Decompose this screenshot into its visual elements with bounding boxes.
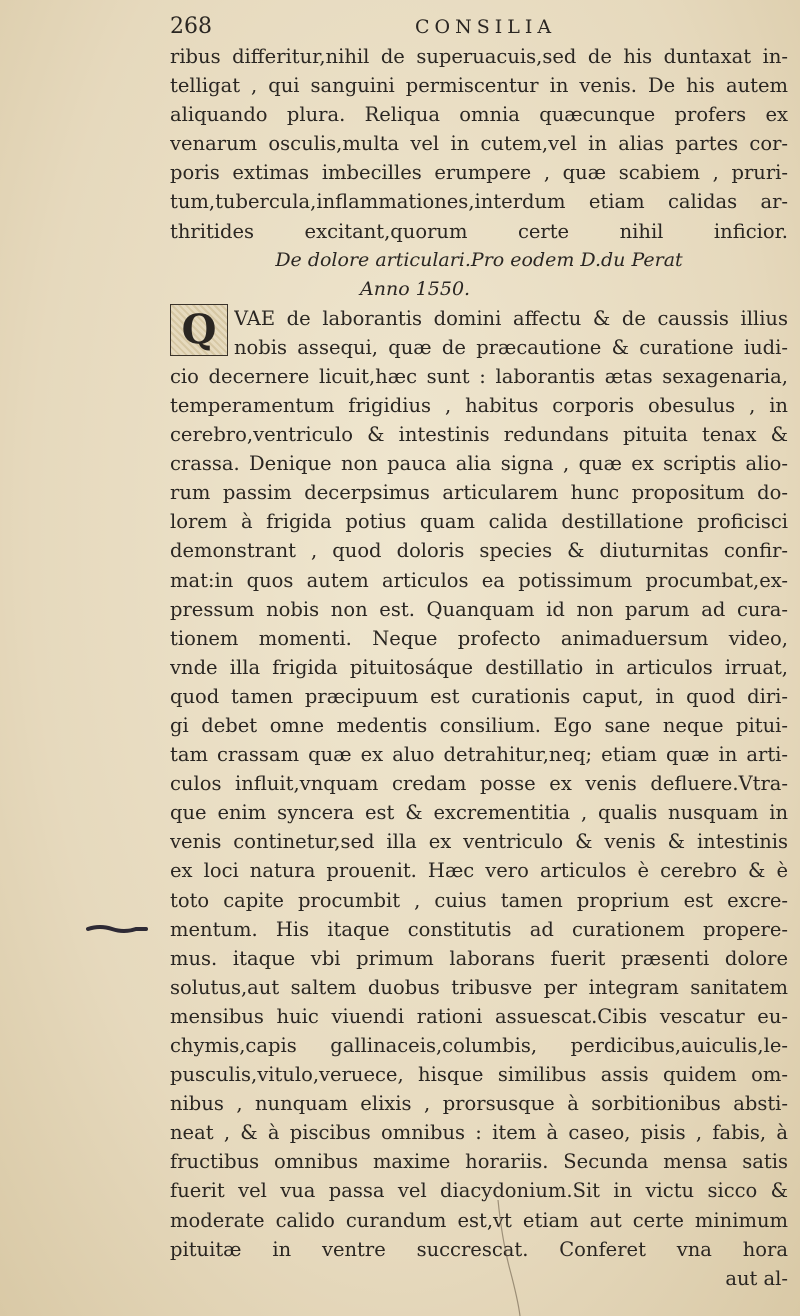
text-line: pressum nobis non est. Quanquam id non parum ad cura- <box>170 597 788 621</box>
text-line: nobis assequi, quæ de præcautione & curatione iudi- <box>234 335 788 359</box>
text-line: tionem momenti. Neque profecto animaduersum video, <box>170 626 788 650</box>
text-line: VAE de laborantis domini affectu & de caussis illius <box>234 306 788 330</box>
drop-cap-initial: Q <box>170 304 228 356</box>
main-text <box>170 42 788 1293</box>
text-line: solutus,aut saltem duobus tribusve per integram sanitatem <box>170 975 788 999</box>
text-line: tum,tubercula,inflammationes,interdum etiam calidas ar- <box>170 190 788 214</box>
text-line: ex loci natura prouenit. Hæc vero articulos è cerebro & è <box>170 859 788 883</box>
catchword: aut al- <box>725 1266 788 1290</box>
text-line: tam crassam quæ ex aluo detrahitur,neq; etiam quæ in arti- <box>170 743 788 767</box>
text-line: moderate calido curandum est,vt etiam aut certe minimum <box>170 1208 788 1232</box>
text-line: mentum. His itaque constitutis ad curationem propere- <box>170 917 788 941</box>
text-line: venarum osculis,multa vel in cutem,vel in alias partes cor- <box>170 132 788 156</box>
text-line: crassa. Denique non pauca alia signa , quæ ex scriptis alio- <box>170 452 788 476</box>
opening-lines <box>170 304 788 362</box>
text-line: culos influit,vnquam credam posse ex venis defluere.Vtra- <box>170 772 788 796</box>
text-line: demonstrant , quod doloris species & diuturnitas confir- <box>170 539 788 563</box>
page-fold-crease <box>480 1200 540 1316</box>
text-line: lorem à frigida potius quam calida destillatione proficisci <box>170 510 788 534</box>
text-line: mat:in quos autem articulos ea potissimum procumbat,ex- <box>170 568 788 592</box>
text-line: que enim syncera est & excrementitia , qualis nusquam in <box>170 801 788 825</box>
text-line: neat , & à piscibus omnibus : item à caseo, pisis , fabis, à <box>170 1121 788 1145</box>
text-line: fuerit vel vua passa vel diacydonium.Sit in victu sicco & <box>170 1179 788 1203</box>
text-line: pituitæ in ventre succrescat. Conferet vna hora <box>170 1237 788 1261</box>
text-line: cerebro,ventriculo & intestinis redundans pituita tenax & <box>170 423 788 447</box>
text-line: mensibus huic viuendi rationi assuescat.Cibis vescatur eu- <box>170 1004 788 1028</box>
paragraph-consilium-body <box>170 362 788 1264</box>
text-line: toto capite procumbit , cuius tamen proprium est excre- <box>170 888 788 912</box>
text-line: aliquando plura. Reliqua omnia quæcunque profers ex <box>170 103 788 127</box>
text-line: chymis,capis gallinaceis,columbis, perdicibus,auiculis,le- <box>170 1034 788 1057</box>
section-year: Anno 1550. <box>360 277 471 300</box>
text-line: ribus differitur,nihil de superuacuis,sed de his duntaxat in- <box>170 45 788 68</box>
text-line: poris extimas imbecilles erumpere , quæ scabiem , pruri- <box>170 161 788 185</box>
text-line: thritides excitant,quorum certe nihil inficior. <box>170 219 788 243</box>
marginal-pointer-mark <box>86 922 148 936</box>
text-line: fructibus omnibus maxime horariis. Secunda mensa satis <box>170 1150 788 1174</box>
text-line: nibus , nunquam elixis , prorsusque à sorbitionibus absti- <box>170 1092 788 1116</box>
text-line: venis continetur,sed illa ex ventriculo & venis & intestinis <box>170 830 788 854</box>
page-number: 268 <box>170 14 212 39</box>
drop-cap-text <box>234 304 788 362</box>
section-heading: De dolore articulari.Pro eodem D.du Perat <box>275 248 683 271</box>
text-line: pusculis,vitulo,veruece, hisque similibus assis quidem om- <box>170 1063 788 1087</box>
text-line: telligat , qui sanguini permiscentur in venis. De his autem <box>170 74 788 98</box>
text-line: mus. itaque vbi primum laborans fuerit præsenti dolore <box>170 946 788 970</box>
page-header <box>160 14 800 44</box>
text-line: cio decernere licuit,hæc sunt : laborantis ætas sexagenaria, <box>170 364 788 388</box>
paragraph-previous-consilium <box>170 42 788 246</box>
text-line: quod tamen præcipuum est curationis caput, in quod diri- <box>170 684 788 708</box>
text-line: gi debet omne medentis consilium. Ego sane neque pitui- <box>170 713 788 737</box>
text-line: rum passim decerpsimus articularem hunc propositum do- <box>170 481 788 505</box>
running-title: CONSILIA <box>415 16 557 38</box>
text-line: temperamentum frigidius , habitus corporis obesulus , in <box>170 393 788 417</box>
text-line: vnde illa frigida pituitosáque destillatio in articulos irruat, <box>170 655 788 679</box>
